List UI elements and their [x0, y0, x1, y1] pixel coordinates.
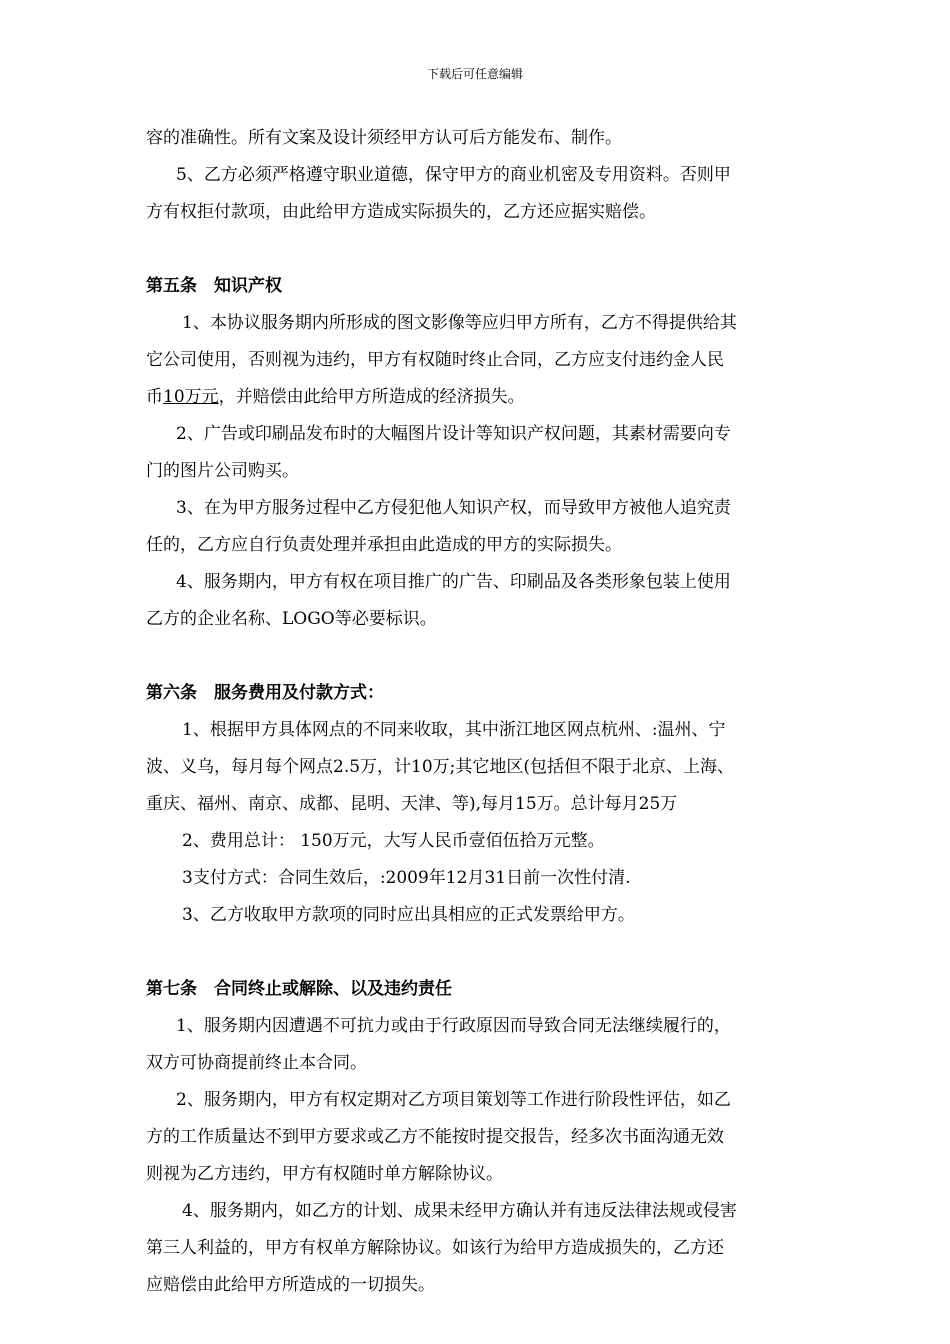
clause-7-1: 1、服务期内因遭遇不可抗力或由于行政原因而导致合同无法继续履行的， [176, 1016, 731, 1036]
clause-7-4: 4、服务期内，如乙方的计划、成果未经甲方确认并有违反法律法规或侵害 [182, 1201, 737, 1221]
paragraph-line: 波、义乌，每月每个网点2.5万，计10万;其它地区(包括但不限于北京、上海、 [146, 757, 735, 777]
document-body [146, 120, 826, 1304]
paragraph-line: 乙方的企业名称、LOGO等必要标识。 [146, 609, 437, 629]
clause-6-2: 2、费用总计： 150万元，大写人民币壹佰伍拾万元整。 [182, 831, 605, 851]
paragraph-line: 应赔偿由此给甲方所造成的一切损失。 [146, 1275, 435, 1295]
paragraph-line: 门的图片公司购买。 [146, 461, 299, 481]
section-heading-article-7: 第七条 合同终止或解除、以及违约责任 [146, 979, 452, 999]
clause-4-5: 5、乙方必须严格遵守职业道德，保守甲方的商业机密及专用资料。否则甲 [176, 165, 731, 185]
page-header: 下载后可任意编辑 [426, 67, 523, 81]
clause-6-3-invoice: 3、乙方收取甲方款项的同时应出具相应的正式发票给甲方。 [182, 905, 635, 925]
clause-6-3-payment: 3支付方式：合同生效后，:2009年12月31日前一次性付清. [182, 868, 631, 888]
clause-5-4: 4、服务期内，甲方有权在项目推广的广告、印刷品及各类形象包装上使用 [176, 572, 731, 592]
paragraph-line: 双方可协商提前终止本合同。 [146, 1053, 367, 1073]
clause-5-1: 1、本协议服务期内所形成的图文影像等应归甲方所有，乙方不得提供给其 [182, 313, 737, 333]
clause-5-3: 3、在为甲方服务过程中乙方侵犯他人知识产权，而导致甲方被他人追究责 [176, 498, 731, 518]
section-heading-article-6: 第六条 服务费用及付款方式： [146, 683, 384, 703]
paragraph-line: 方有权拒付款项，由此给甲方造成实际损失的，乙方还应据实赔偿。 [146, 202, 656, 222]
paragraph-line: 则视为乙方违约，甲方有权随时单方解除协议。 [146, 1164, 503, 1184]
clause-6-1: 1、根据甲方具体网点的不同来收取，其中浙江地区网点杭州、:温州、宁 [182, 720, 726, 740]
paragraph-line: 容的准确性。所有文案及设计须经甲方认可后方能发布、制作。 [146, 128, 622, 148]
paragraph-line [146, 379, 826, 416]
penalty-amount: 10万元 [163, 387, 219, 407]
paragraph-line: 第三人利益的，甲方有权单方解除协议。如该行为给甲方造成损失的，乙方还 [146, 1238, 724, 1258]
section-heading-article-5: 第五条 知识产权 [146, 276, 282, 296]
paragraph-line: 任的，乙方应自行负责处理并承担由此造成的甲方的实际损失。 [146, 535, 622, 555]
paragraph-line: 方的工作质量达不到甲方要求或乙方不能按时提交报告，经多次书面沟通无效 [146, 1127, 724, 1147]
clause-5-2: 2、广告或印刷品发布时的大幅图片设计等知识产权问题，其素材需要向专 [176, 424, 731, 444]
text-span: ，并赔偿由此给甲方所造成的经济损失。 [218, 387, 525, 407]
paragraph-line: 它公司使用，否则视为违约，甲方有权随时终止合同，乙方应支付违约金人民 [146, 350, 724, 370]
clause-7-2: 2、服务期内，甲方有权定期对乙方项目策划等工作进行阶段性评估，如乙 [176, 1090, 731, 1110]
text-span: 币 [146, 387, 163, 407]
paragraph-line: 重庆、福州、南京、成都、昆明、天津、等),每月15万。总计每月25万 [146, 794, 678, 814]
